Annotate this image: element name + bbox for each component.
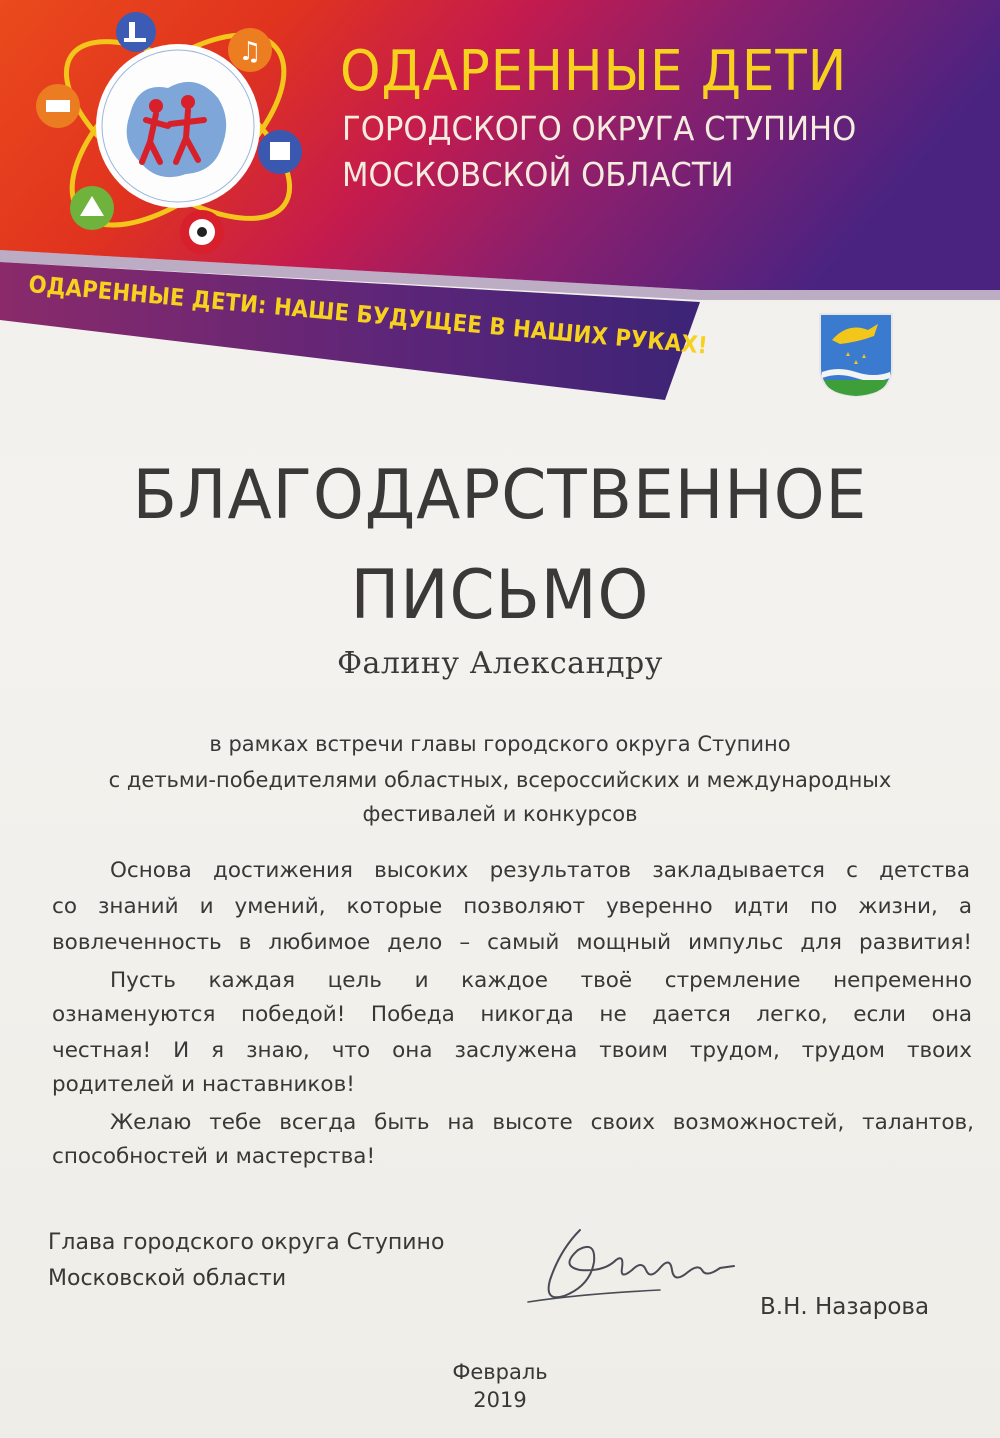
header-title: ОДАРЕННЫЕ ДЕТИ <box>340 39 848 104</box>
body-line: ознаменуются победой! Победа никогда не дается легко, если она <box>52 1002 972 1027</box>
body-line: честная! И я знаю, что она заслужена твоим трудом, трудом твоих <box>52 1038 972 1063</box>
body-line: со знаний и умений, которые позволяют уверенно идти по жизни, а <box>52 894 972 919</box>
recipient-name: Фалину Александру <box>337 646 663 681</box>
gifted-children-logo <box>18 2 318 260</box>
signatory-position-line1: Глава городского округа Ступино <box>48 1230 445 1255</box>
body-line: способностей и мастерства! <box>52 1144 376 1169</box>
body-line: родителей и наставников! <box>52 1072 355 1097</box>
intro-line: фестивалей и конкурсов <box>362 802 638 826</box>
header-subtitle-line1: ГОРОДСКОГО ОКРУГА СТУПИНО <box>342 109 857 148</box>
intro-line: в рамках встречи главы городского округа Ступино <box>209 732 791 756</box>
body-line: Основа достижения высоких результатов закладывается с детства <box>110 858 970 883</box>
signatory-position-line2: Московской области <box>48 1266 287 1291</box>
signatory-name: В.Н. Назарова <box>760 1294 930 1320</box>
svg-text:♫: ♫ <box>238 37 262 67</box>
header-slogan: ОДАРЕННЫЕ ДЕТИ: НАШЕ БУДУЩЕЕ В НАШИХ РУКАХ! <box>27 270 709 360</box>
date-month: Февраль <box>452 1360 548 1384</box>
body-line: Пусть каждая цель и каждое твоё стремление непременно <box>110 968 972 993</box>
body-line: вовлеченность в любимое дело – самый мощный импульс для развития! <box>52 930 972 955</box>
date-year: 2019 <box>473 1388 527 1412</box>
intro-line: с детьми-победителями областных, всероссийских и международных <box>108 768 892 792</box>
header-subtitle-line2: МОСКОВСКОЙ ОБЛАСТИ <box>342 155 734 194</box>
handwritten-signature <box>520 1210 750 1320</box>
body-line: Желаю тебе всегда быть на высоте своих возможностей, талантов, <box>110 1110 974 1135</box>
letter-title-line1: БЛАГОДАРСТВЕННОЕ <box>132 456 868 535</box>
letter-title-line2: ПИСЬМО <box>350 556 650 635</box>
coat-of-arms-icon <box>818 312 894 398</box>
